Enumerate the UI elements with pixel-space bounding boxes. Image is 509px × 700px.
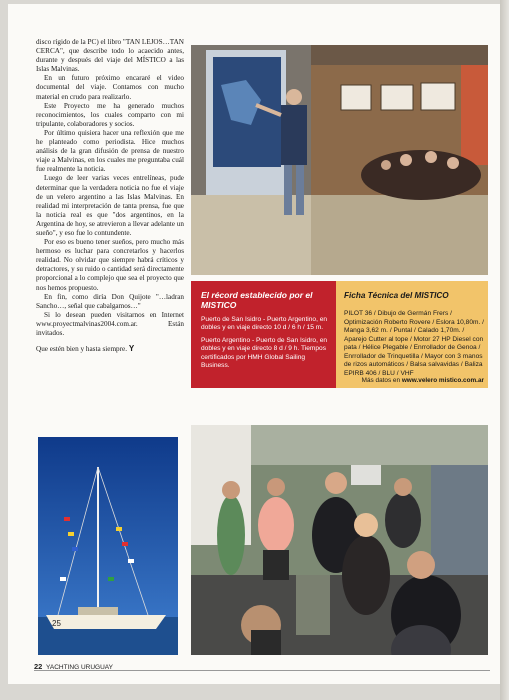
crowd-photo [191,425,488,655]
svg-text:25: 25 [52,619,61,628]
page-edge-shadow [500,0,509,700]
article-paragraph: Si lo desean pueden visitarnos en Internet www.proyectmalvinas2004.com.ar. Están invitados. [36,310,184,337]
presentation-photo [191,45,488,275]
article-paragraph: En fin, como diría Don Quijote "…ladran Sancho…, señal que cabalgamos…" [36,292,184,310]
article-paragraph: En un futuro próximo encararé el video documental del viaje. Contamos con mucho material en crudo para realizarlo. [36,74,184,101]
record-item: Puerto de San Isidro - Puerto Argentino, en dobles y en viaje directo 10 d / 6 h / 15 m. [201,316,328,332]
sailboat-photo [38,437,178,655]
tech-sheet-body: PILOT 36 / Dibujo de Germán Frers / Optimización Roberto Rovere / Eslora 10,80m. / Manga 3,62 m. / Puntal / Calado 1,70m. / Aparejo Cutter al tope / Motor 27 HP Diesel con pata / Hélice Plegable / Enrrollador de Genoa / Enrrollador de Trinquetilla / Mayor con 3 manos de rizos automáticos / Balsa salvavidas / Baliza EPIRB 406 / BLU / VHF [344,310,484,377]
article-closing: Que estén bien y hasta siempre. Y [36,344,135,354]
tech-sheet-web: Más datos en www.velero mistico.com.ar [361,377,484,384]
article-paragraph: Por eso es bueno tener sueños, pero mucho más hermoso es luchar para concretarlos y hacerlos realidad. No olvidar que siempre habrá críticos y detractores, y su ruido o cantidad será directamente proporcional a lo complejo que sea el proyecto que nos hemos propuesto. [36,238,184,292]
tech-sheet-box [336,281,488,388]
record-body [201,316,331,374]
page-number: 22 [34,662,43,671]
record-title: El récord establecido por el MISTICO [201,290,313,310]
record-item: Puerto Argentino - Puerto de San Isidro, en dobles y en viaje directo 8 d / 9 h. Tiempos certificados por HMH Global Sailing Business. [201,336,328,370]
article-paragraph: disco rígido de la PC) el libro "TAN LEJOS…TAN CERCA", que describe todo lo acaecido antes, durante y después del viaje del MÍSTICO a las Islas Malvinas. [36,38,184,74]
article-paragraph: Este Proyecto me ha generado muchos reconocimientos, los cuales comparto con mi tripulante, colaboradores y socios. [36,101,184,128]
record-box [191,281,336,388]
article-paragraph: Luego de leer varias veces entrelíneas, pude determinar que la verdadera noticia no fue el viaje de un velero argentino a las Islas Malvinas. En realidad mi interpretación de tanta prensa, fue que la noticia real es que "dos argentinos, en la Argentina de hoy, se atrevieron a llevar adelante un sueño", y eso fue lo contundente. [36,174,184,237]
footer-rule [34,670,490,671]
tech-sheet-title: Ficha Técnica del MISTICO [344,291,449,300]
article-paragraph: Por último quisiera hacer una reflexión que me he planteado como periodista. Hice muchos análisis de la gran difusión de prensa de nuestro viaje a Malvinas, en los cuales me preguntaba cuál fue realmente la noticia. [36,128,184,174]
article-text-column [36,38,184,354]
publication-name: YACHTING URUGUAY [46,664,113,671]
